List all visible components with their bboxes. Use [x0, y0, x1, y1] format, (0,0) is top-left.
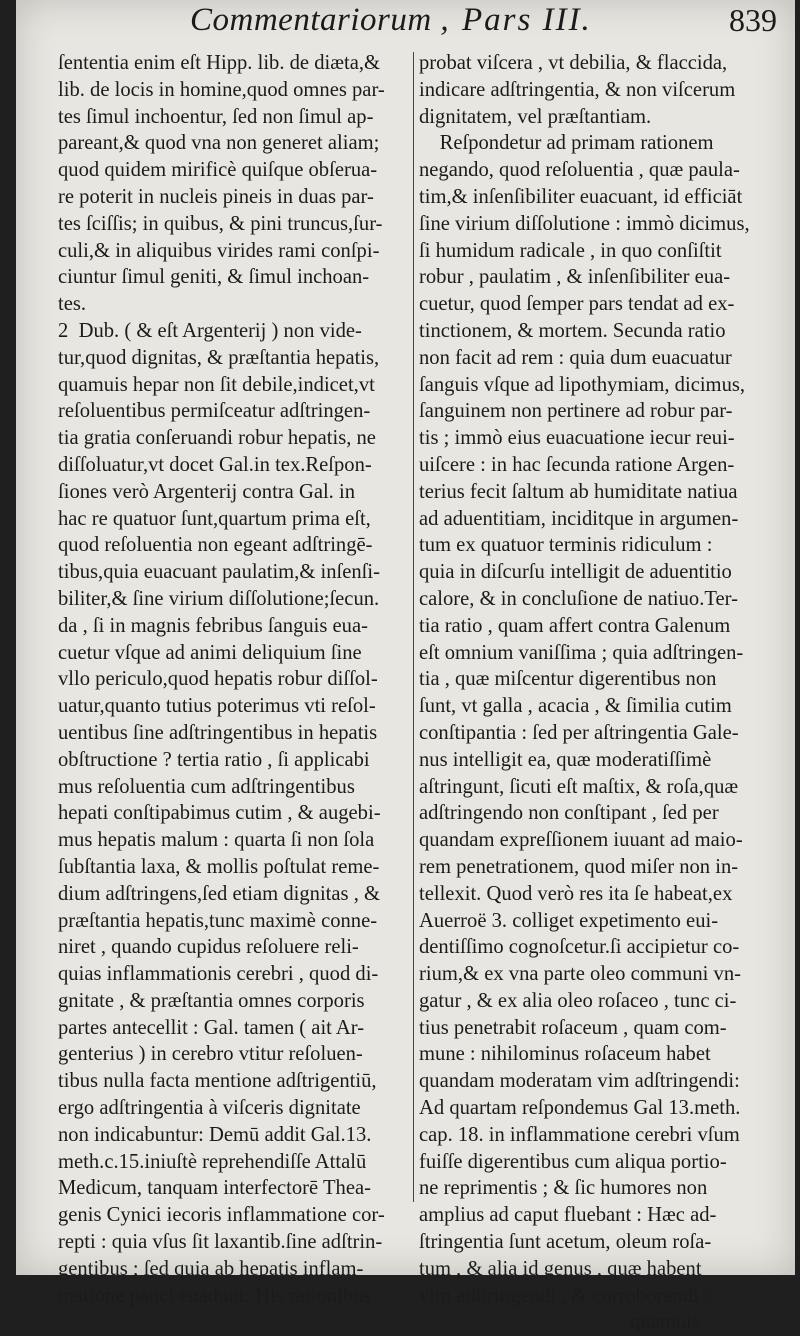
text-line: partes antecellit : Gal. tamen ( ait Ar-: [58, 1016, 365, 1039]
text-line: tes ſimul inchoentur, ſed non ſimul ap-: [58, 105, 374, 128]
text-line: Ad quartam reſpondemus Gal 13.meth.: [419, 1097, 741, 1120]
text-line: ſanguis vſque ad lipothymiam, dicimus,: [419, 373, 746, 396]
text-line: adſtringendo non conſtipant , ſed per: [419, 802, 719, 825]
text-line: niret , quando cupidus reſoluere reli-: [58, 936, 359, 959]
text-line: da , ſi in magnis febribus ſanguis eua-: [58, 614, 368, 637]
text-line: uentibus ſine adſtringentibus in hepatis: [58, 721, 378, 744]
text-line: repti : quia vſus ſit laxantib.ſine adſtrin-: [58, 1231, 383, 1254]
text-line: uatur,quanto tutius poterimus vti reſol-: [58, 695, 376, 718]
column-divider: [413, 52, 414, 1202]
text-line: Medicum, tanquam interfectorē Thea-: [58, 1177, 371, 1200]
text-line: ſtringentia ſunt acetum, oleum roſa-: [419, 1231, 712, 1254]
running-title: Commentariorum ,: [190, 2, 450, 38]
text-line: biliter,& ſine virium diſſolutione;ſecun.: [58, 587, 380, 610]
text-line: tibus nulla facta mentione adſtrigentiū,: [58, 1070, 377, 1093]
text-line: tibus,quia euacuant paulatim,& inſenſi-: [58, 561, 380, 584]
text-line: conſtipantia : ſed per aſtringentia Gale-: [419, 721, 739, 744]
book-page: [16, 0, 795, 1334]
text-line: præſtantia hepatis,tunc maximè conne-: [58, 909, 378, 932]
text-line: eſt omnium vaniſſima ; quia adſtringen-: [419, 641, 744, 664]
text-line: tia gratia conſeruandi robur hepatis, ne: [58, 427, 376, 450]
text-line: obſtructione ? tertia ratio , ſi applicabi: [58, 748, 370, 771]
text-line: genterius ) in cerebro vtitur reſoluen-: [58, 1043, 363, 1066]
text-line: pareant,& quod vna non generet aliam;: [58, 132, 380, 155]
text-line: non indicabuntur: Demū addit Gal.13.: [58, 1123, 372, 1146]
text-line: uiſcere : in hac ſecunda ratione Argen-: [419, 453, 735, 476]
text-line: diſſoluatur,vt docet Gal.in tex.Reſpon-: [58, 453, 372, 476]
text-line: tia ratio , quam affert contra Galenum: [419, 614, 731, 637]
part-label: Pars III.: [462, 2, 592, 38]
text-line: cap. 18. in inflammatione cerebri vſum: [419, 1123, 740, 1146]
text-line: mune : nihilominus roſaceum habet: [419, 1043, 711, 1066]
text-line: gatur , & ex alia oleo roſaceo , tunc ci-: [419, 989, 737, 1012]
page-header: [16, 2, 795, 46]
text-line: hepati conſtipabimus cutim , & augebi-: [58, 802, 381, 825]
text-line: indicare adſtringentia, & non viſcerum: [419, 78, 736, 101]
text-line: tia , quæ miſcentur digerentibus non: [419, 668, 717, 691]
text-line: cuetur, quod ſemper pars tendat ad ex-: [419, 293, 735, 316]
text-line: calore, & in concluſione de natiuo.Ter-: [419, 587, 738, 610]
text-line: quamuis hepar non ſit debile,indicet,vt: [58, 373, 375, 396]
text-line: Auerroë 3. colliget expetimento eui-: [419, 909, 719, 932]
text-line: ſine virium diſſolutione : immò dicimus,: [419, 212, 750, 235]
text-line: tius penetrabit roſaceum , quam com-: [419, 1016, 727, 1039]
text-line: meth.c.15.iniuſtè reprehendiſſe Attalū: [58, 1150, 367, 1173]
text-line: gnitate , & præſtantia omnes corporis: [58, 989, 365, 1012]
text-line: mus reſoluentia cum adſtringentibus: [58, 775, 355, 798]
text-line: ergo adſtringentia à viſceris dignitate: [58, 1097, 361, 1120]
text-line: tes.: [58, 293, 87, 316]
text-line: non facit ad rem : quia dum euacuatur: [419, 346, 732, 369]
text-line: hac re quatuor ſunt,quartum prima eſt,: [58, 507, 371, 530]
text-line: probat viſcera , vt debilia, & flaccida,: [419, 52, 728, 74]
text-line: reſoluentibus permiſceatur adſtringen-: [58, 400, 371, 423]
text-line: ſi humidum radicale , in quo conſiſtit: [419, 239, 722, 262]
text-line: tes ſciſſis; in quibus, & pini truncus,ſur-: [58, 212, 383, 235]
text-line: vllo periculo,quod hepatis robur diſſol-: [58, 668, 378, 691]
text-line: ne reprimentis ; & ſic humores non: [419, 1177, 708, 1200]
text-line: terius fecit ſaltum ab humiditate natiua: [419, 480, 738, 503]
text-line: mus hepatis malum : quarta ſi non ſola: [58, 829, 375, 852]
text-line: 2 Dub. ( & eſt Argenterij ) non vide-: [58, 319, 362, 342]
text-line: genis Cynici iecoris inflammatione cor-: [58, 1204, 385, 1227]
text-line: dium adſtringens,ſed etiam dignitas , &: [58, 882, 381, 905]
text-line: nus intelligit ea, quæ moderatiſſimè: [419, 748, 712, 771]
text-line: quandam moderatam vim adſtringendi:: [419, 1070, 740, 1093]
text-line: rium,& ex vna parte oleo communi vn-: [419, 963, 741, 986]
text-line: tur,quod dignitas, & præſtantia hepatis,: [58, 346, 380, 369]
text-line: re poterit in nucleis pineis in duas par-: [58, 185, 374, 208]
text-line: matione pauci euadunt: His rationibus: [58, 1284, 372, 1307]
text-line: amplius ad caput fluebant : Hæc ad-: [419, 1204, 717, 1227]
text-line: cuetur vſque ad animi deliquium ſine: [58, 641, 362, 664]
text-line: quandam expreſſionem iuuant ad maio-: [419, 829, 743, 852]
text-line: quod reſoluentia non egeant adſtringē-: [58, 534, 373, 557]
text-line: fuiſſe digerentibus cum aliqua portio-: [419, 1150, 727, 1173]
text-line: negando, quod reſoluentia , quæ paula-: [419, 159, 740, 182]
text-line: aſtringunt, ſicuti eſt maſtix, & roſa,quæ: [419, 775, 739, 798]
text-line: quod quidem mirificè quiſque obſerua-: [58, 159, 378, 182]
text-line: ſunt, vt galla , acacia , & ſimilia cutim: [419, 695, 732, 718]
text-line: vim adſtringendi , & corroborandi :: [419, 1284, 710, 1307]
text-line: quias inflammationis cerebri , quod di-: [58, 963, 379, 986]
text-line: rem penetrationem, quod miſer non in-: [419, 855, 739, 878]
text-line: ad aduentitiam, inciditque in argumen-: [419, 507, 739, 530]
text-line: tellexit. Quod verò res ita ſe habeat,ex: [419, 882, 733, 905]
text-line: quamuis: [419, 1311, 700, 1334]
text-line: dentiſſimo cognoſcetur.ſi accipietur co-: [419, 936, 740, 959]
left-text-column: [58, 50, 412, 1309]
text-line: tum , & alia id genus , quæ habent: [419, 1257, 702, 1280]
text-line: ſanguinem non pertinere ad robur par-: [419, 400, 733, 423]
text-line: culi,& in aliquibus virides rami conſpi-: [58, 239, 380, 262]
text-line: ſententia enim eſt Hipp. lib. de diæta,&: [58, 52, 380, 74]
text-line: tinctionem, & mortem. Secunda ratio: [419, 319, 726, 342]
text-line: lib. de locis in homine,quod omnes par-: [58, 78, 385, 101]
page-number: 839: [729, 2, 777, 38]
text-line: quia in diſcurſu intelligit de aduentitio: [419, 561, 732, 584]
text-line: ſubſtantia laxa, & mollis poſtulat reme-: [58, 855, 380, 878]
text-line: robur , paulatim , & inſenſibiliter eua-: [419, 266, 731, 289]
text-line: tim,& inſenſibiliter euacuant, id efficiāt: [419, 185, 743, 208]
text-line: ſiones verò Argenterij contra Gal. in: [58, 480, 356, 503]
text-line: tis ; immò eius euacuatione iecur reui-: [419, 427, 735, 450]
text-line: dignitatem, vel præſtantiam.: [419, 105, 652, 128]
text-line: gentibus ; ſed quia ab hepatis inflam-: [58, 1257, 364, 1280]
text-line: ciuntur ſimul geniti, & ſimul inchoan-: [58, 266, 370, 289]
text-line: tum ex quatuor terminis ridiculum :: [419, 534, 713, 557]
text-line: Reſpondetur ad primam rationem: [419, 132, 714, 155]
right-text-column: [419, 50, 785, 1336]
